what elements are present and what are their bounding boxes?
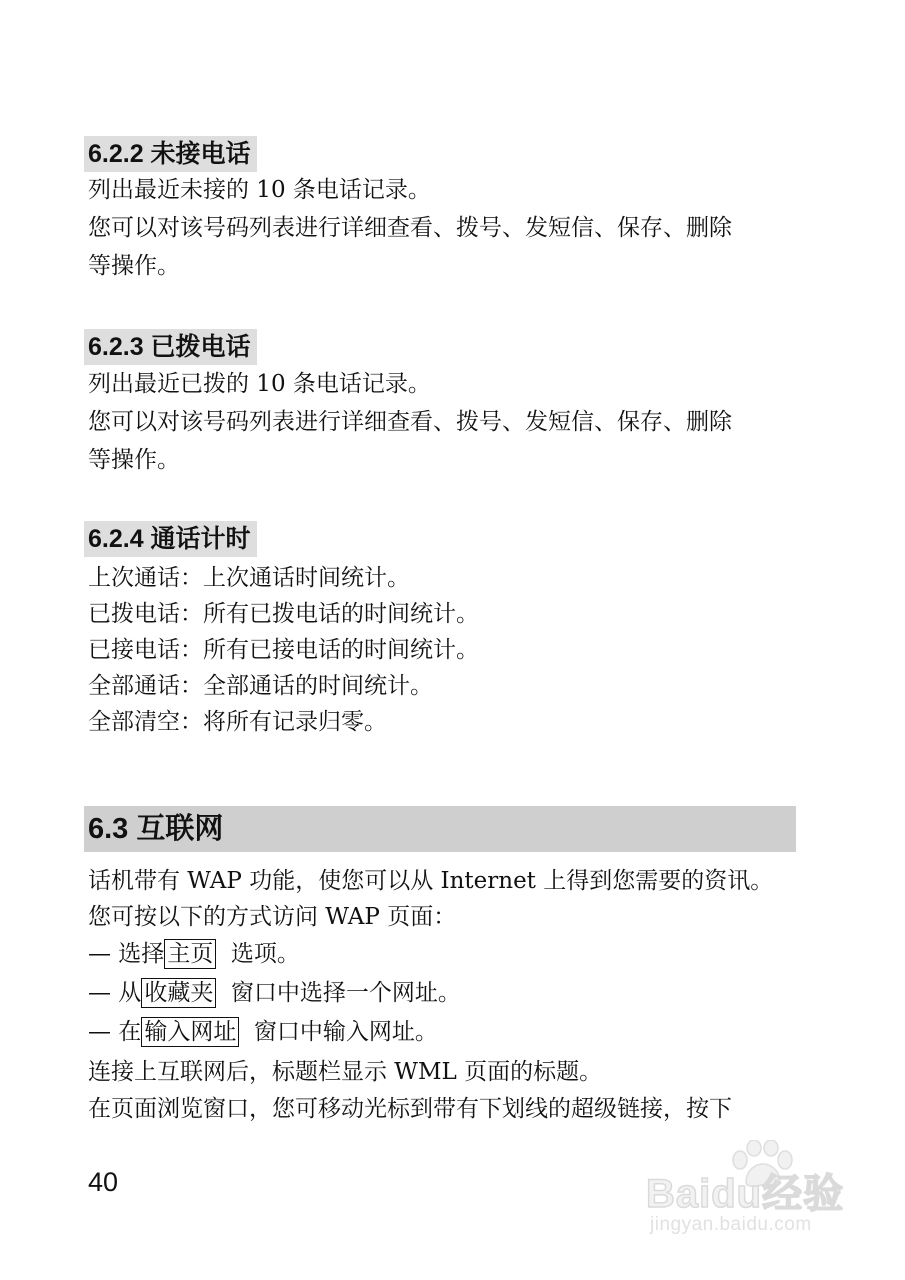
section-heading-6-3: 6.3 互联网 <box>84 806 796 852</box>
section-6-3-line: 连接上互联网后，标题栏显示 WML 页面的标题。 <box>88 1059 603 1085</box>
bullet-item <box>88 978 461 1008</box>
section-heading-6-2-4: 6.2.4 通话计时 <box>84 521 257 557</box>
section-6-3-intro: 话机带有 WAP 功能，使您可以从 Internet 上得到您需要的资讯。 <box>88 868 774 894</box>
section-6-2-4-line: 已拨电话：所有已拨电话的时间统计。 <box>88 601 479 627</box>
menu-option-box: 收藏夹 <box>141 978 216 1008</box>
bullet-dash: — <box>88 980 111 1006</box>
bullet-text-after: 窗口中输入网址。 <box>239 1019 438 1045</box>
bullet-text-before: 在 <box>111 1019 142 1045</box>
menu-option-box: 输入网址 <box>141 1017 239 1047</box>
bullet-dash: — <box>88 1019 111 1045</box>
bullet-text-before: 选择 <box>111 941 165 967</box>
watermark-logo-text: Baidu经验 <box>646 1172 845 1216</box>
bullet-dash: — <box>88 941 111 967</box>
section-6-2-4-line: 全部通话：全部通话的时间统计。 <box>88 673 433 699</box>
section-6-2-3-line: 等操作。 <box>88 447 180 473</box>
baidu-watermark <box>640 1140 870 1240</box>
watermark-url: jingyan.baidu.com <box>650 1214 812 1235</box>
section-6-2-3-line: 您可以对该号码列表进行详细查看、拨号、发短信、保存、删除 <box>88 409 732 435</box>
section-6-2-4-line: 全部清空：将所有记录归零。 <box>88 709 387 735</box>
section-heading-6-2-3: 6.2.3 已拨电话 <box>84 329 257 365</box>
bullet-text-before: 从 <box>111 980 142 1006</box>
section-heading-6-2-2: 6.2.2 未接电话 <box>84 136 257 172</box>
bullet-text-after: 窗口中选择一个网址。 <box>216 980 461 1006</box>
section-6-2-3-line: 列出最近已拨的 10 条电话记录。 <box>88 371 431 397</box>
bullet-item <box>88 939 300 969</box>
bullet-text-after: 选项。 <box>216 941 300 967</box>
menu-option-box: 主页 <box>164 939 216 969</box>
section-6-2-2-line: 等操作。 <box>88 253 180 279</box>
bullet-item <box>88 1017 438 1047</box>
section-6-2-2-line: 列出最近未接的 10 条电话记录。 <box>88 177 431 203</box>
section-6-3-line: 在页面浏览窗口，您可移动光标到带有下划线的超级链接，按下 <box>88 1096 732 1122</box>
section-6-2-2-line: 您可以对该号码列表进行详细查看、拨号、发短信、保存、删除 <box>88 215 732 241</box>
section-6-2-4-line: 已接电话：所有已接电话的时间统计。 <box>88 637 479 663</box>
section-6-2-4-line: 上次通话：上次通话时间统计。 <box>88 565 410 591</box>
section-6-3-intro: 您可按以下的方式访问 WAP 页面： <box>88 904 457 930</box>
page-number: 40 <box>88 1167 119 1197</box>
